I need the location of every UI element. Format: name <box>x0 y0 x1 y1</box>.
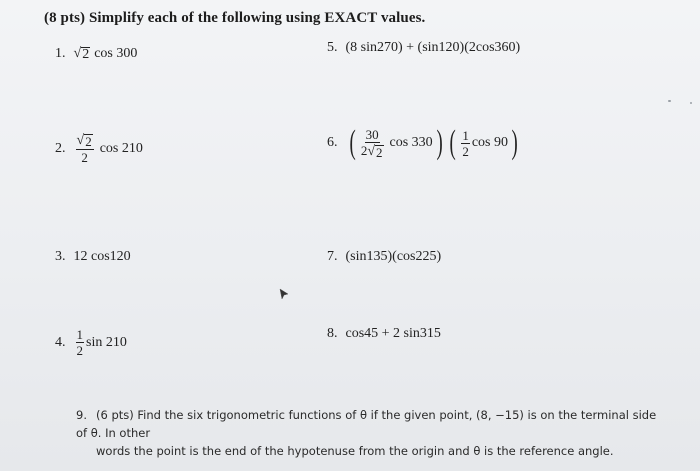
question-9-line-2: words the point is the end of the hypotenuse from the origin and θ is the reference angle. <box>96 444 614 458</box>
denominator: 2 <box>76 343 83 358</box>
mouse-cursor-icon <box>278 288 290 300</box>
problem-expression: cos45 + 2 sin315 <box>345 326 441 341</box>
denominator: 2 <box>462 143 469 159</box>
right-paren-icon: ) <box>511 124 518 161</box>
problem-4 <box>55 328 127 357</box>
radicand: 2 <box>85 134 92 149</box>
problem-number: 9. <box>76 408 87 422</box>
problem-expression: (8 sin270) + (sin120)(2cos360) <box>345 40 521 55</box>
paper-speck <box>668 100 671 102</box>
problem-3 <box>55 249 131 265</box>
problem-1 <box>55 46 137 62</box>
question-9 <box>76 406 666 460</box>
radical-sign-icon: √ <box>76 133 85 148</box>
problem-expression: cos 90 <box>471 135 509 150</box>
problem-number: 1. <box>55 46 66 61</box>
problem-2 <box>55 133 143 164</box>
problem-expression: sin 210 <box>86 334 127 350</box>
square-root <box>77 134 93 148</box>
fraction <box>76 133 94 164</box>
problem-number: 7. <box>327 249 338 264</box>
problem-number: 6. <box>327 135 338 150</box>
denominator-coefficient: 2 <box>360 142 368 158</box>
left-paren-icon: ( <box>449 124 456 161</box>
fraction <box>361 128 384 159</box>
fraction <box>76 328 85 357</box>
right-paren-icon: ) <box>436 124 443 161</box>
fraction <box>461 129 470 158</box>
numerator: 1 <box>462 127 469 143</box>
radicand: 2 <box>376 144 383 160</box>
radical-sign-icon: √ <box>73 45 82 61</box>
problem-7 <box>327 249 441 265</box>
radical-sign-icon: √ <box>367 143 376 159</box>
worksheet-heading: (8 pts) Simplify each of the following using EXACT values. <box>44 10 426 26</box>
square-root <box>367 145 383 159</box>
denominator: 2 <box>81 150 88 165</box>
problem-number: 3. <box>55 249 66 264</box>
left-paren-icon: ( <box>349 124 356 161</box>
problem-5 <box>327 40 520 56</box>
numerator: 1 <box>76 327 83 342</box>
problem-expression: cos 210 <box>99 140 143 156</box>
paper-speck <box>690 102 692 104</box>
problem-expression: (sin135)(cos225) <box>345 249 442 264</box>
question-9-line-1: (6 pts) Find the six trigonometric functions of θ if the given point, (8, −15) is on the terminal side of θ. In other <box>76 408 657 440</box>
numerator: 30 <box>365 126 379 142</box>
problem-8 <box>327 326 441 342</box>
square-root <box>74 47 91 62</box>
problem-number: 8. <box>327 326 338 341</box>
problem-number: 2. <box>55 140 66 156</box>
problem-expression: cos 330 <box>389 135 433 150</box>
problem-number: 5. <box>327 40 338 55</box>
radicand: 2 <box>82 46 90 62</box>
problem-6 <box>327 126 521 160</box>
problem-number: 4. <box>55 334 66 350</box>
problem-expression: 12 cos120 <box>73 249 131 264</box>
problem-expression: cos 300 <box>94 46 138 61</box>
